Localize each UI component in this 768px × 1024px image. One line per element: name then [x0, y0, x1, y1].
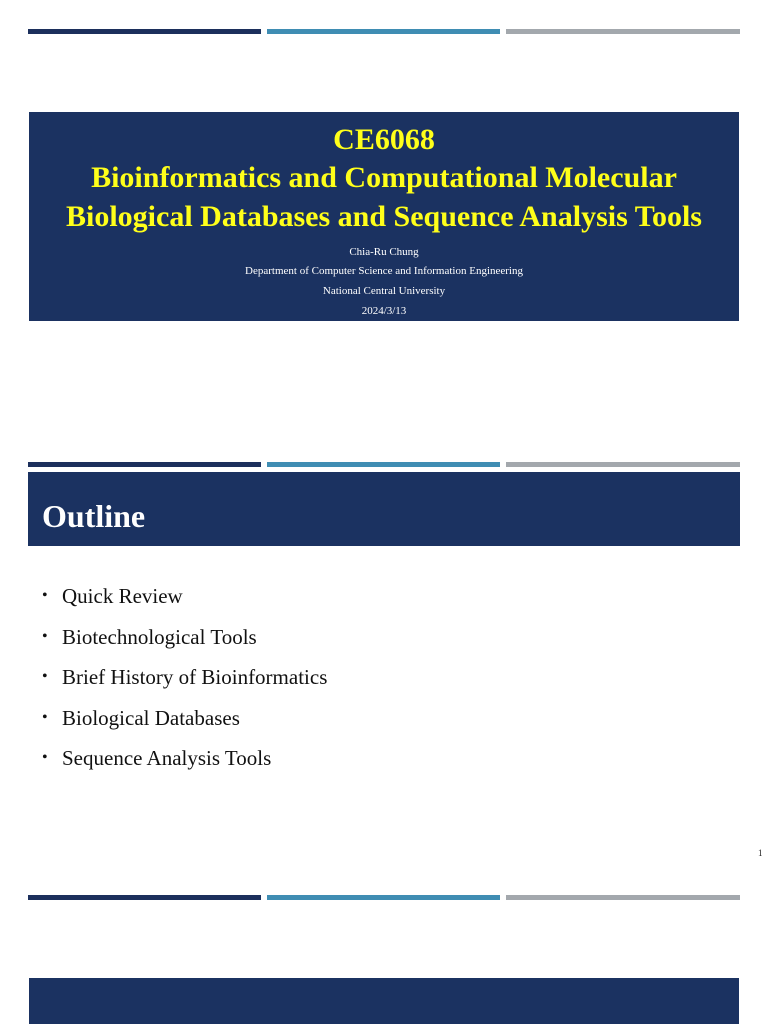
stripe-gray — [506, 29, 740, 34]
list-item-text: Brief History of Bioinformatics — [62, 665, 328, 689]
bullet-icon: • — [42, 708, 48, 726]
outline-header — [28, 472, 740, 546]
author: Chia-Ru Chung — [349, 246, 419, 258]
next-slide-accent-stripes — [28, 895, 740, 900]
date: 2024/3/13 — [361, 305, 407, 317]
list-item — [42, 706, 327, 747]
title-line-1: Bioinformatics and Computational Molecular — [91, 161, 677, 194]
page-number: 1 — [758, 848, 763, 858]
list-item-text: Biotechnological Tools — [62, 624, 257, 649]
bullet-icon: • — [42, 749, 48, 766]
list-item-text: Quick Review — [62, 584, 183, 608]
bullet-icon: • — [42, 627, 48, 645]
title-line-2: Biological Databases and Sequence Analysis Tools — [66, 200, 702, 233]
stripe-gray — [506, 895, 740, 900]
top-accent-stripes — [28, 29, 740, 34]
list-item-text: Sequence Analysis Tools — [62, 746, 272, 770]
bullet-icon: • — [42, 587, 48, 604]
course-code: CE6068 — [333, 123, 435, 156]
next-slide-banner — [29, 978, 739, 1024]
stripe-blue — [267, 462, 500, 467]
list-item-text: Biological Databases — [62, 705, 240, 730]
stripe-blue — [267, 29, 500, 34]
stripe-dark — [28, 462, 261, 467]
outline-accent-stripes — [28, 462, 740, 467]
outline-list — [42, 584, 327, 787]
stripe-dark — [28, 29, 261, 34]
list-item — [42, 746, 327, 787]
list-item — [42, 625, 327, 666]
list-item — [42, 584, 327, 625]
university: National Central University — [322, 285, 446, 297]
list-item — [42, 665, 327, 706]
department: Department of Computer Science and Information Engineering — [245, 265, 523, 277]
bullet-icon: • — [42, 668, 48, 685]
stripe-gray — [506, 462, 740, 467]
stripe-dark — [28, 895, 261, 900]
stripe-blue — [267, 895, 500, 900]
slide-title: Outline — [42, 498, 146, 534]
